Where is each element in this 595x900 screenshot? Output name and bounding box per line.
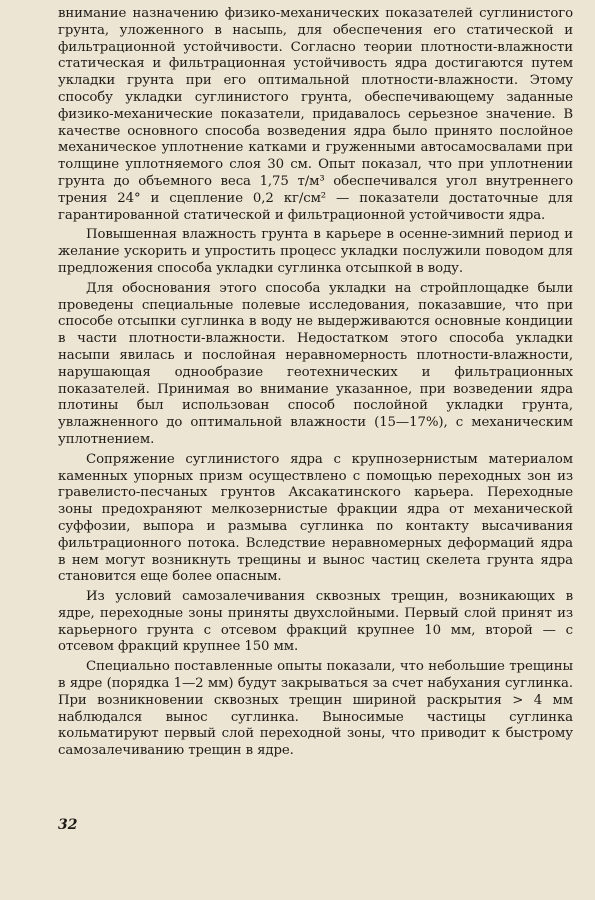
paragraph-1: внимание назначению физико-механических показателей суглинистого грунта, уложенного в насыпь, для обеспечения его статической и фильтрационной устойчивости. Согласно теории плотности-влажности статическая и фильтрационная устойчивость ядра достигаются путем укладки грунта при его оптимальной плотности-влажности. Этому способу укладки суглинистого грунта, обеспечивающему заданные физико-механические показатели, придавалось серьезное значение. В качестве основного способа возведения ядра было принято послойное механическое уплотнение катками и груженными автосамосвалами при толщине уплотняемого слоя 30 см. Опыт показал, что при уплотнении грунта до объемного веса 1,75 т/м³ обеспечивался угол внутреннего трения 24° и сцепление 0,2 кг/см² — показатели достаточные для гарантированной статической и фильтрационной устойчивости ядра. [58,6,573,223]
body-text [58,6,573,760]
paragraph-2: Повышенная влажность грунта в карьере в осенне-зимний период и желание ускорить и упростить процесс укладки послужили поводом для предложения способа укладки суглинка отсыпкой в воду. [58,227,573,276]
page-number: 32 [58,817,78,833]
paragraph-5: Из условий самозалечивания сквозных трещин, возникающих в ядре, переходные зоны приняты двухслойными. Первый слой принят из карьерного грунта с отсевом фракций крупнее 10 мм, второй — с отсевом фракций крупнее 150 мм. [58,589,573,655]
paragraph-6: Специально поставленные опыты показали, что небольшие трещины в ядре (порядка 1—2 мм) будут закрываться за счет набухания суглинка. При возникновении сквозных трещин шириной раскрытия > 4 мм наблюдался вынос суглинка. Выносимые частицы суглинка кольматируют первый слой переходной зоны, что приводит к быстрому самозалечиванию трещин в ядре. [58,659,573,759]
paragraph-4: Сопряжение суглинистого ядра с крупнозернистым материалом каменных упорных призм осуществлено с помощью переходных зон из гравелисто-песчаных грунтов Аксакатинского карьера. Переходные зоны предохраняют мелкозернистые фракции ядра от механической суффозии, выпора и размыва суглинка по контакту высачивания фильтрационного потока. Вследствие неравномерных деформаций ядра в нем могут возникнуть трещины и вынос частиц скелета грунта ядра становится еще более опасным. [58,451,573,585]
paragraph-3: Для обоснования этого способа укладки на стройплощадке были проведены специальные полевые исследования, показавшие, что при способе отсыпки суглинка в воду не выдерживаются основные кондиции в части плотности-влажности. Недостатком этого способа укладки насыпи явилась и послойная неравномерность плотности-влажности, нарушающая однообразие геотехнических и фильтрационных показателей. Принимая во внимание указанное, при возведении ядра плотины был использован способ послойной укладки грунта, увлажненного до оптимальной влажности (15—17%), с механическим уплотнением. [58,280,573,447]
